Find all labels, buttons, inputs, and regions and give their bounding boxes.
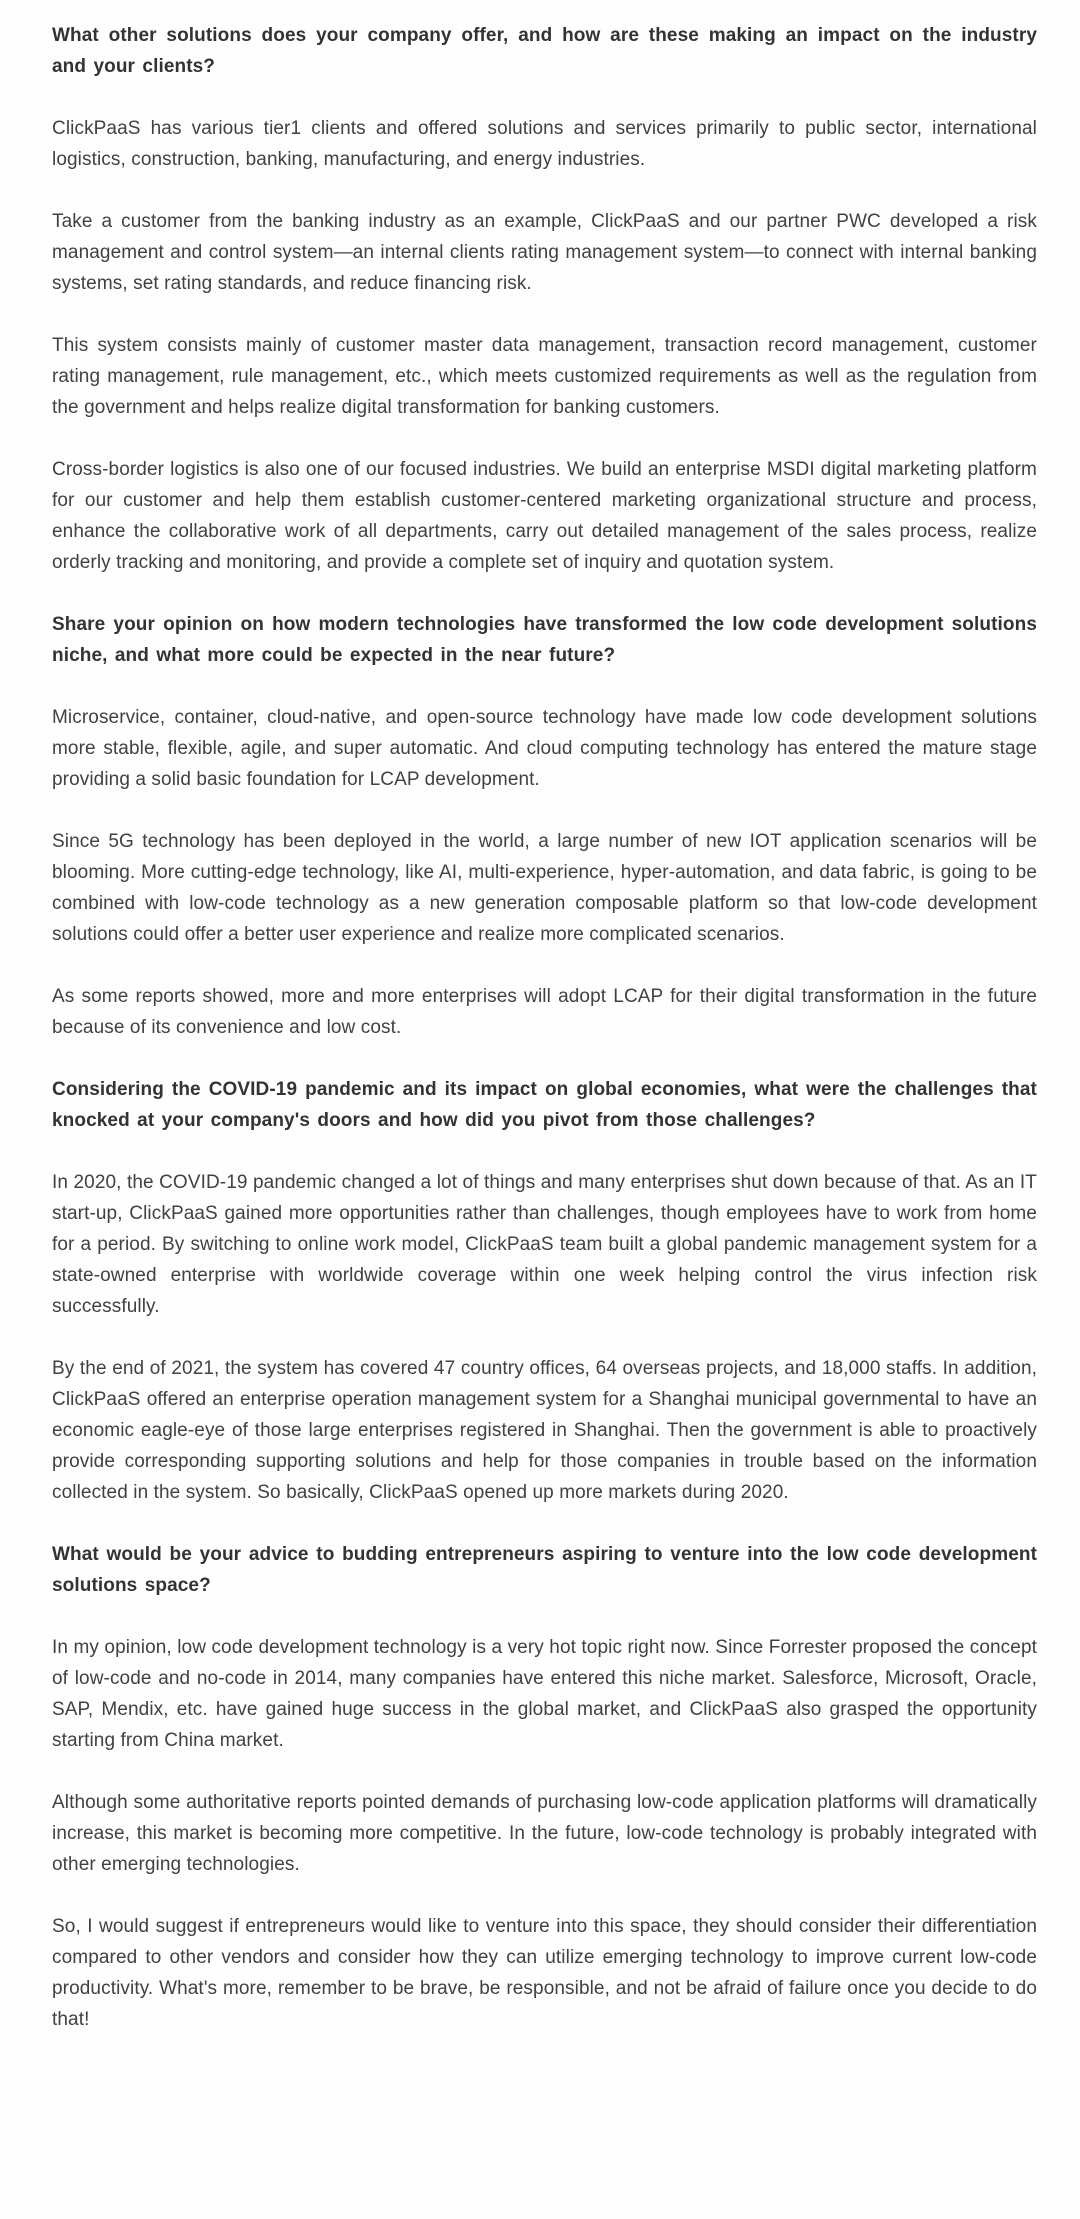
question-paragraph: Considering the COVID-19 pandemic and its impact on global economies, what were the challenges that knocked at your company's doors and how did you pivot from those challenges? (52, 1079, 1037, 1131)
answer-paragraph: This system consists mainly of customer master data management, transaction record management, customer rating management, rule management, etc., which meets customized requirements as well as the regulation from the government and helps realize digital transformation for banking customers. (52, 335, 1037, 418)
answer-paragraph: Although some authoritative reports pointed demands of purchasing low-code application platforms will dramatically increase, this market is becoming more competitive. In the future, low-code technology is probably integrated with other emerging technologies. (52, 1792, 1037, 1875)
answer-paragraph: Since 5G technology has been deployed in the world, a large number of new IOT application scenarios will be blooming. More cutting-edge technology, like AI, multi-experience, hyper-automation, and data fabric, is going to be combined with low-code technology as a new generation composable platform so that low-code development solutions could offer a better user experience and realize more complicated scenarios. (52, 831, 1037, 945)
question-paragraph: What other solutions does your company offer, and how are these making an impact on the industry and your clients? (52, 25, 1037, 77)
interview-article (52, 20, 1037, 2035)
answer-paragraph: Cross-border logistics is also one of our focused industries. We build an enterprise MSDI digital marketing platform for our customer and help them establish customer-centered marketing organizational structure and process, enhance the collaborative work of all departments, carry out detailed management of the sales process, realize orderly tracking and monitoring, and provide a complete set of inquiry and quotation system. (52, 459, 1037, 573)
answer-paragraph: In my opinion, low code development technology is a very hot topic right now. Since Forrester proposed the concept of low-code and no-code in 2014, many companies have entered this niche market. Salesforce, Microsoft, Oracle, SAP, Mendix, etc. have gained huge success in the global market, and ClickPaaS also grasped the opportunity starting from China market. (52, 1637, 1037, 1751)
answer-paragraph: By the end of 2021, the system has covered 47 country offices, 64 overseas projects, and 18,000 staffs. In addition, ClickPaaS offered an enterprise operation management system for a Shanghai municipal governmental to have an economic eagle-eye of those large enterprises registered in Shanghai. Then the government is able to proactively provide corresponding supporting solutions and help for those companies in trouble based on the information collected in the system. So basically, ClickPaaS opened up more markets during 2020. (52, 1358, 1037, 1503)
answer-paragraph: ClickPaaS has various tier1 clients and offered solutions and services primarily to public sector, international logistics, construction, banking, manufacturing, and energy industries. (52, 118, 1037, 170)
answer-paragraph: Take a customer from the banking industry as an example, ClickPaaS and our partner PWC developed a risk management and control system—an internal clients rating management system—to connect with internal banking systems, set rating standards, and reduce financing risk. (52, 211, 1037, 294)
answer-paragraph: In 2020, the COVID-19 pandemic changed a lot of things and many enterprises shut down because of that. As an IT start-up, ClickPaaS gained more opportunities rather than challenges, though employees have to work from home for a period. By switching to online work model, ClickPaaS team built a global pandemic management system for a state-owned enterprise with worldwide coverage within one week helping control the virus infection risk successfully. (52, 1172, 1037, 1317)
question-paragraph: What would be your advice to budding entrepreneurs aspiring to venture into the low code development solutions space? (52, 1544, 1037, 1596)
answer-paragraph: So, I would suggest if entrepreneurs would like to venture into this space, they should consider their differentiation compared to other vendors and consider how they can utilize emerging technology to improve current low-code productivity. What's more, remember to be brave, be responsible, and not be afraid of failure once you decide to do that! (52, 1916, 1037, 2030)
answer-paragraph: Microservice, container, cloud-native, and open-source technology have made low code development solutions more stable, flexible, agile, and super automatic. And cloud computing technology has entered the mature stage providing a solid basic foundation for LCAP development. (52, 707, 1037, 790)
question-paragraph: Share your opinion on how modern technologies have transformed the low code development solutions niche, and what more could be expected in the near future? (52, 614, 1037, 666)
answer-paragraph: As some reports showed, more and more enterprises will adopt LCAP for their digital transformation in the future because of its convenience and low cost. (52, 986, 1037, 1038)
